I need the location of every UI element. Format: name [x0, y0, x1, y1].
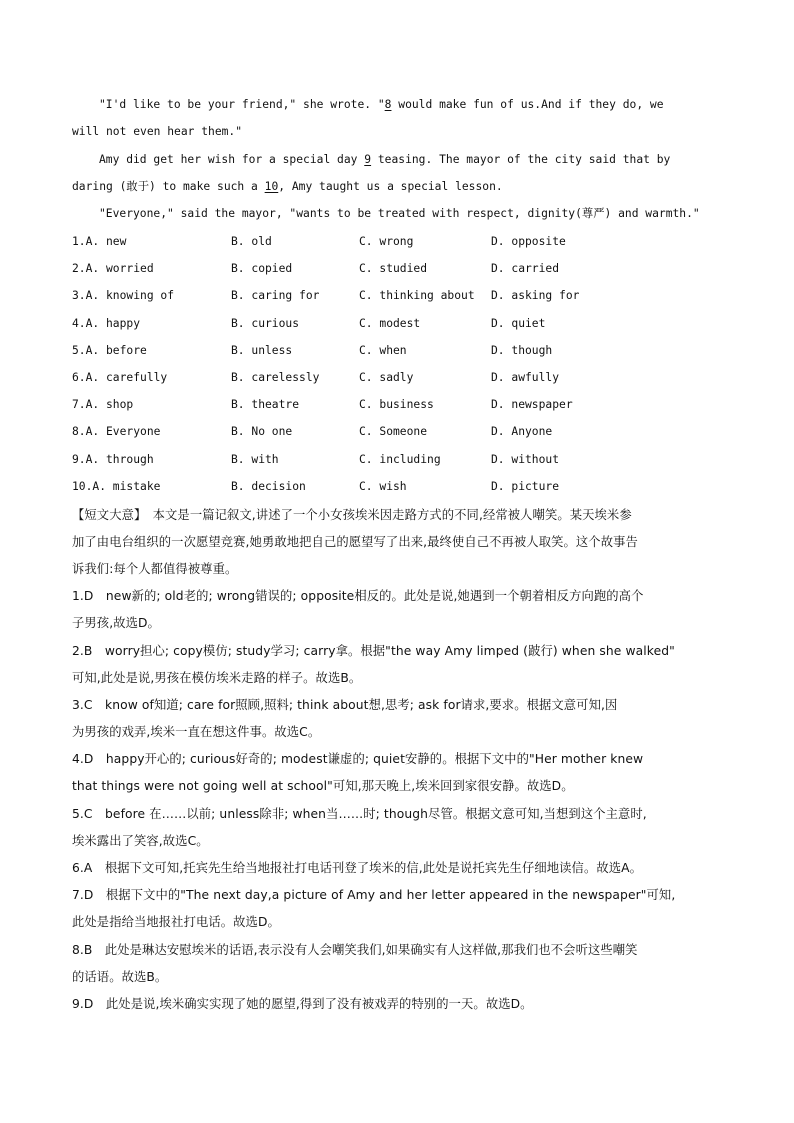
option-b: B. No one: [231, 425, 293, 439]
blank-9: 9: [364, 153, 372, 166]
option-c: C. modest: [359, 316, 421, 330]
options-list: [72, 234, 722, 506]
option-d: D. though: [491, 343, 553, 357]
option-d: D. without: [491, 452, 560, 466]
passage-line: [72, 179, 722, 195]
answer-line: 的话语。故选B。: [72, 970, 168, 984]
option-c: C. studied: [359, 262, 428, 276]
option-row: [72, 424, 722, 451]
option-row: [72, 370, 722, 397]
option-a: 5.A. before: [72, 343, 147, 357]
option-b: B. copied: [231, 262, 293, 276]
answer-line: 2.B worry担心; copy模仿; study学习; carry拿。根据"the way Amy limped (跛行) when she walked": [72, 644, 675, 658]
option-row: [72, 343, 722, 370]
passage-text: teasing. The mayor of the city said that by: [371, 153, 671, 166]
option-c: C. Someone: [359, 425, 428, 439]
passage-text: daring (敢于) to make such a: [72, 180, 265, 193]
option-c: C. business: [359, 398, 434, 412]
option-c: C. wish: [359, 479, 407, 493]
option-a: 1.A. new: [72, 235, 127, 248]
option-a: 4.A. happy: [72, 316, 141, 330]
answer-line: 5.C before 在……以前; unless除非; when当……时; though尽管。根据文意可知,当想到这个主意时,: [72, 807, 647, 821]
option-row: [72, 234, 722, 261]
option-row: [72, 288, 722, 315]
answer-line: that things were not going well at school"可知,那天晚上,埃米回到家很安静。故选D。: [72, 779, 574, 793]
passage-text: would make fun of us.And if they do, we: [391, 98, 664, 111]
option-b: B. decision: [231, 479, 306, 493]
option-a: 8.A. Everyone: [72, 425, 161, 439]
answer-line: 子男孩,故选D。: [72, 616, 160, 630]
answer-line: 1.D new新的; old老的; wrong错误的; opposite相反的。此处是说,她遇到一个朝着相反方向跑的高个: [72, 589, 644, 603]
option-b: B. theatre: [231, 398, 300, 412]
summary-line: 【短文大意】 本文是一篇记叙文,讲述了一个小女孩埃米因走路方式的不同,经常被人嘲笑。某天埃米参: [72, 508, 632, 522]
option-d: D. picture: [491, 479, 560, 493]
blank-8: 8: [384, 98, 392, 111]
option-c: C. wrong: [359, 235, 414, 248]
option-b: B. with: [231, 452, 279, 466]
passage-line: will not even hear them.": [72, 125, 243, 138]
answer-line: 为男孩的戏弄,埃米一直在想这件事。故选C。: [72, 725, 321, 739]
option-a: 6.A. carefully: [72, 370, 168, 384]
option-c: C. including: [359, 452, 441, 466]
option-c: C. sadly: [359, 370, 414, 384]
summary-line: 诉我们:每个人都值得被尊重。: [72, 562, 238, 576]
blank-10: 10: [264, 180, 279, 193]
passage-text: , Amy taught us a special lesson.: [278, 180, 503, 193]
answer-line: 6.A 根据下文可知,托宾先生给当地报社打电话刊登了埃米的信,此处是说托宾先生仔细地读信。故选A。: [72, 861, 643, 875]
option-d: D. quiet: [491, 316, 546, 330]
option-d: D. opposite: [491, 235, 566, 248]
option-d: D. awfully: [491, 370, 560, 384]
option-b: B. caring for: [231, 289, 320, 303]
option-c: C. thinking about: [359, 289, 475, 303]
option-row: [72, 479, 722, 506]
answer-line: 9.D 此处是说,埃米确实实现了她的愿望,得到了没有被戏弄的特别的一天。故选D。: [72, 997, 533, 1011]
option-a: 2.A. worried: [72, 262, 154, 276]
summary-line: 加了由电台组织的一次愿望竞赛,她勇敢地把自己的愿望写了出来,最终使自己不再被人取笑。这个故事告: [72, 535, 638, 549]
option-d: D. newspaper: [491, 398, 573, 412]
answer-line: 4.D happy开心的; curious好奇的; modest谦虚的; quiet安静的。根据下文中的"Her mother knew: [72, 752, 644, 766]
option-d: D. Anyone: [491, 425, 553, 439]
answer-line: 3.C know of知道; care for照顾,照料; think about想,思考; ask for请求,要求。根据文意可知,因: [72, 698, 618, 712]
option-b: B. old: [231, 235, 272, 248]
option-row: [72, 452, 722, 479]
option-a: 7.A. shop: [72, 398, 134, 412]
option-b: B. unless: [231, 343, 293, 357]
option-a: 9.A. through: [72, 452, 154, 466]
option-a: 3.A. knowing of: [72, 289, 175, 303]
answer-line: 此处是指给当地报社打电话。故选D。: [72, 915, 280, 929]
option-row: [72, 316, 722, 343]
passage-line: [99, 97, 749, 113]
answer-line: 埃米露出了笑容,故选C。: [72, 834, 209, 848]
answer-line: 7.D 根据下文中的"The next day,a picture of Amy and her letter appeared in the newspaper"可知,: [72, 888, 676, 902]
option-d: D. carried: [491, 262, 560, 276]
option-b: B. curious: [231, 316, 300, 330]
answer-line: 可知,此处是说,男孩在模仿埃米走路的样子。故选B。: [72, 671, 362, 685]
option-row: [72, 261, 722, 288]
passage-line: [99, 152, 749, 168]
option-c: C. when: [359, 343, 407, 357]
option-a: 10.A. mistake: [72, 479, 161, 493]
option-d: D. asking for: [491, 289, 580, 303]
option-b: B. carelessly: [231, 370, 320, 384]
passage-line: "Everyone," said the mayor, "wants to be treated with respect, dignity(尊严) and warmth.": [99, 207, 700, 220]
passage-text: "I'd like to be your friend," she wrote. ": [99, 98, 385, 111]
passage-text: Amy did get her wish for a special day: [99, 153, 365, 166]
answer-line: 8.B 此处是琳达安慰埃米的话语,表示没有人会嘲笑我们,如果确实有人这样做,那我们也不会听这些嘲笑: [72, 943, 638, 957]
option-row: [72, 397, 722, 424]
